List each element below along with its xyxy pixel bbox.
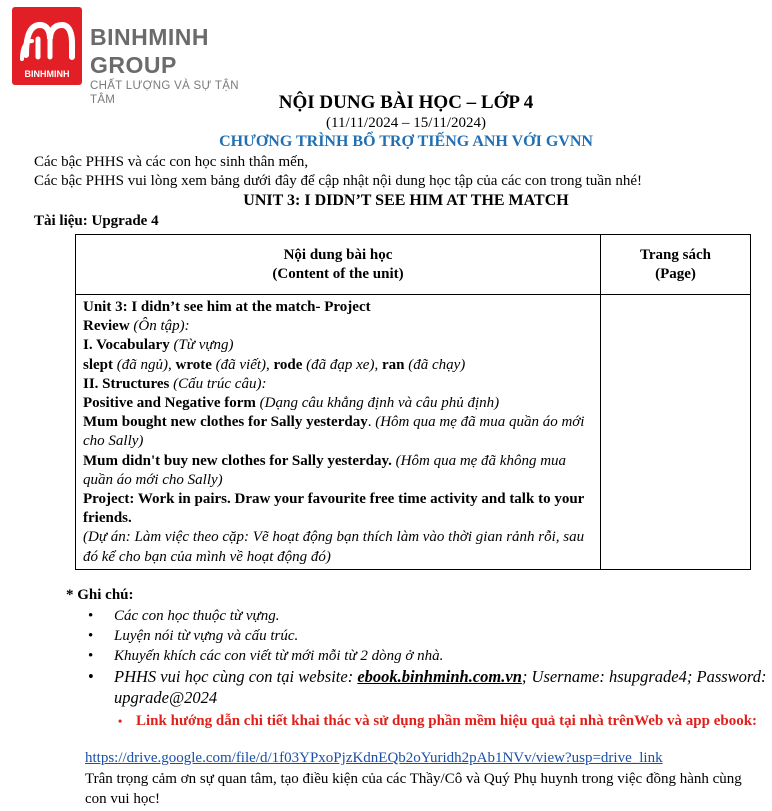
project-text: Project: Work in pairs. Draw your favourite free time activity and talk to your friends. bbox=[83, 491, 585, 527]
page-column-header bbox=[601, 235, 751, 295]
vocab-word: slept bbox=[83, 356, 113, 373]
vocab-word-vi: (đã viết) bbox=[215, 356, 267, 373]
vocab-label: I. Vocabulary bbox=[83, 337, 170, 354]
website-prefix: PHHS vui học cùng con tại website: bbox=[114, 667, 354, 686]
structures-label: II. Structures bbox=[83, 375, 170, 392]
page-cell bbox=[601, 295, 751, 570]
website-link[interactable]: ebook.binhminh.com.vn bbox=[357, 667, 522, 686]
logo-bm-icon bbox=[12, 7, 82, 85]
vocab-word-vi: (đã đạp xe) bbox=[306, 356, 375, 373]
notes-heading: * Ghi chú: bbox=[66, 587, 134, 603]
guide-note: • Link hướng dẫn chi tiết khai thác và sử dụng phần mềm hiệu quả tại nhà trênWeb và app ebook: bbox=[112, 711, 772, 731]
logo-brand-name: BINHMINH GROUP bbox=[90, 24, 209, 78]
posneg-label: Positive and Negative form bbox=[83, 395, 256, 412]
intro-greeting: Các bậc PHHS và các con học sinh thân mến, bbox=[34, 154, 309, 170]
logo-mark bbox=[12, 7, 82, 85]
content-cell: Unit 3: I didn’t see him at the match- Project Review (Ôn tập): I. Vocabulary (Từ vựng) slept (đã ngủ), wrote (đã viết), rode (đã đạp xe), ran (đã chạy) II. Structures (Cấu trúc câu): Positive and Negative form (Dạng câu khẳng định và câu phủ định) Mum bought new clothes for Sally yesterday. (Hôm qua mẹ đã mua quần áo mới cho Sally) Mum didn't buy new clothes for Sally yesterday. (Hôm qua mẹ đã không mua quần áo mới cho Sally) Project: Work in pairs. Draw your favourite free time activity and talk to your friends. (Dự án: Làm việc theo cặp: Vẽ hoạt động bạn thích làm vào thời gian rảnh rỗi, sau đó kể cho bạn của mình về hoạt động đó) bbox=[76, 295, 601, 570]
vocab-word-vi: (đã chạy) bbox=[408, 356, 466, 373]
list-item-website bbox=[88, 666, 768, 708]
thanks-message: Trân trọng cảm ơn sự quan tâm, tạo điều kiện của các Thầy/Cô và Quý Phụ huynh trong việc đồng hành cùng con vui học! bbox=[85, 771, 742, 807]
content-column-header bbox=[76, 235, 601, 295]
sentence-positive-vi: (Hôm qua mẹ đã mua quần áo mới cho Sally) bbox=[83, 414, 585, 450]
logo-mark-text: BINHMINH bbox=[24, 69, 70, 79]
notes-list bbox=[88, 606, 768, 708]
logo-tagline: CHẤT LƯỢNG VÀ SỰ TẬN TÂM bbox=[90, 80, 239, 106]
page-header-vi: Trang sách bbox=[640, 246, 711, 263]
vocab-word: wrote bbox=[175, 356, 212, 373]
sentence-positive: Mum bought new clothes for Sally yesterday bbox=[83, 414, 368, 431]
vocab-word: rode bbox=[273, 356, 303, 373]
document-title: NỘI DUNG BÀI HỌC – LỚP 4 bbox=[278, 92, 534, 113]
program-title: CHƯƠNG TRÌNH BỔ TRỢ TIẾNG ANH VỚI GVNN bbox=[219, 133, 593, 150]
unit-title: UNIT 3: I DIDN’T SEE HIM AT THE MATCH bbox=[243, 192, 569, 209]
guide-link[interactable]: https://drive.google.com/file/d/1f03YPxoPjzKdnEQb2oYuridh2pAb1NVv/view?usp=drive_link bbox=[85, 750, 663, 766]
table-row bbox=[76, 295, 751, 570]
posneg-vi: (Dạng câu khẳng định và câu phủ định) bbox=[259, 395, 500, 412]
vocab-word-vi: (đã ngủ) bbox=[116, 356, 168, 373]
project-vi: (Dự án: Làm việc theo cặp: Vẽ hoạt động bạn thích làm vào thời gian rảnh rỗi, sau đó kể cho bạn của mình về hoạt động đó) bbox=[83, 529, 585, 565]
list-item: • Các con học thuộc từ vựng. bbox=[88, 606, 768, 626]
document-dates: (11/11/2024 – 15/11/2024) bbox=[326, 115, 486, 131]
structures-vi: (Cấu trúc câu): bbox=[173, 375, 267, 392]
content-header-en: (Content of the unit) bbox=[272, 265, 404, 282]
website-credentials: ; Username: hsupgrade4; Password: upgrade@2024 bbox=[114, 667, 767, 707]
company-logo bbox=[12, 7, 252, 106]
unit-line: Unit 3: I didn’t see him at the match- Project bbox=[83, 299, 371, 315]
vocab-vi: (Từ vựng) bbox=[173, 337, 234, 354]
review-label: Review bbox=[83, 318, 130, 335]
sentence-negative: Mum didn't buy new clothes for Sally yesterday. bbox=[83, 452, 392, 469]
material-label: Tài liệu: Upgrade 4 bbox=[34, 213, 159, 229]
list-item: • Khuyến khích các con viết từ mới mỗi từ 2 dòng ở nhà. bbox=[88, 646, 768, 666]
list-item: • Luyện nói từ vựng và cấu trúc. bbox=[88, 626, 768, 646]
lesson-content-table bbox=[75, 234, 751, 570]
sentence-negative-vi: (Hôm qua mẹ đã không mua quần áo mới cho Sally) bbox=[83, 452, 567, 488]
content-header-vi: Nội dung bài học bbox=[283, 246, 393, 263]
vocab-word: ran bbox=[381, 356, 405, 373]
table-header-row bbox=[76, 235, 751, 295]
intro-request: Các bậc PHHS vui lòng xem bảng dưới đây để cập nhật nội dung học tập của các con trong tuần nhé! bbox=[34, 173, 642, 189]
page-header-en: (Page) bbox=[655, 265, 696, 282]
review-vi: (Ôn tập): bbox=[133, 318, 190, 335]
